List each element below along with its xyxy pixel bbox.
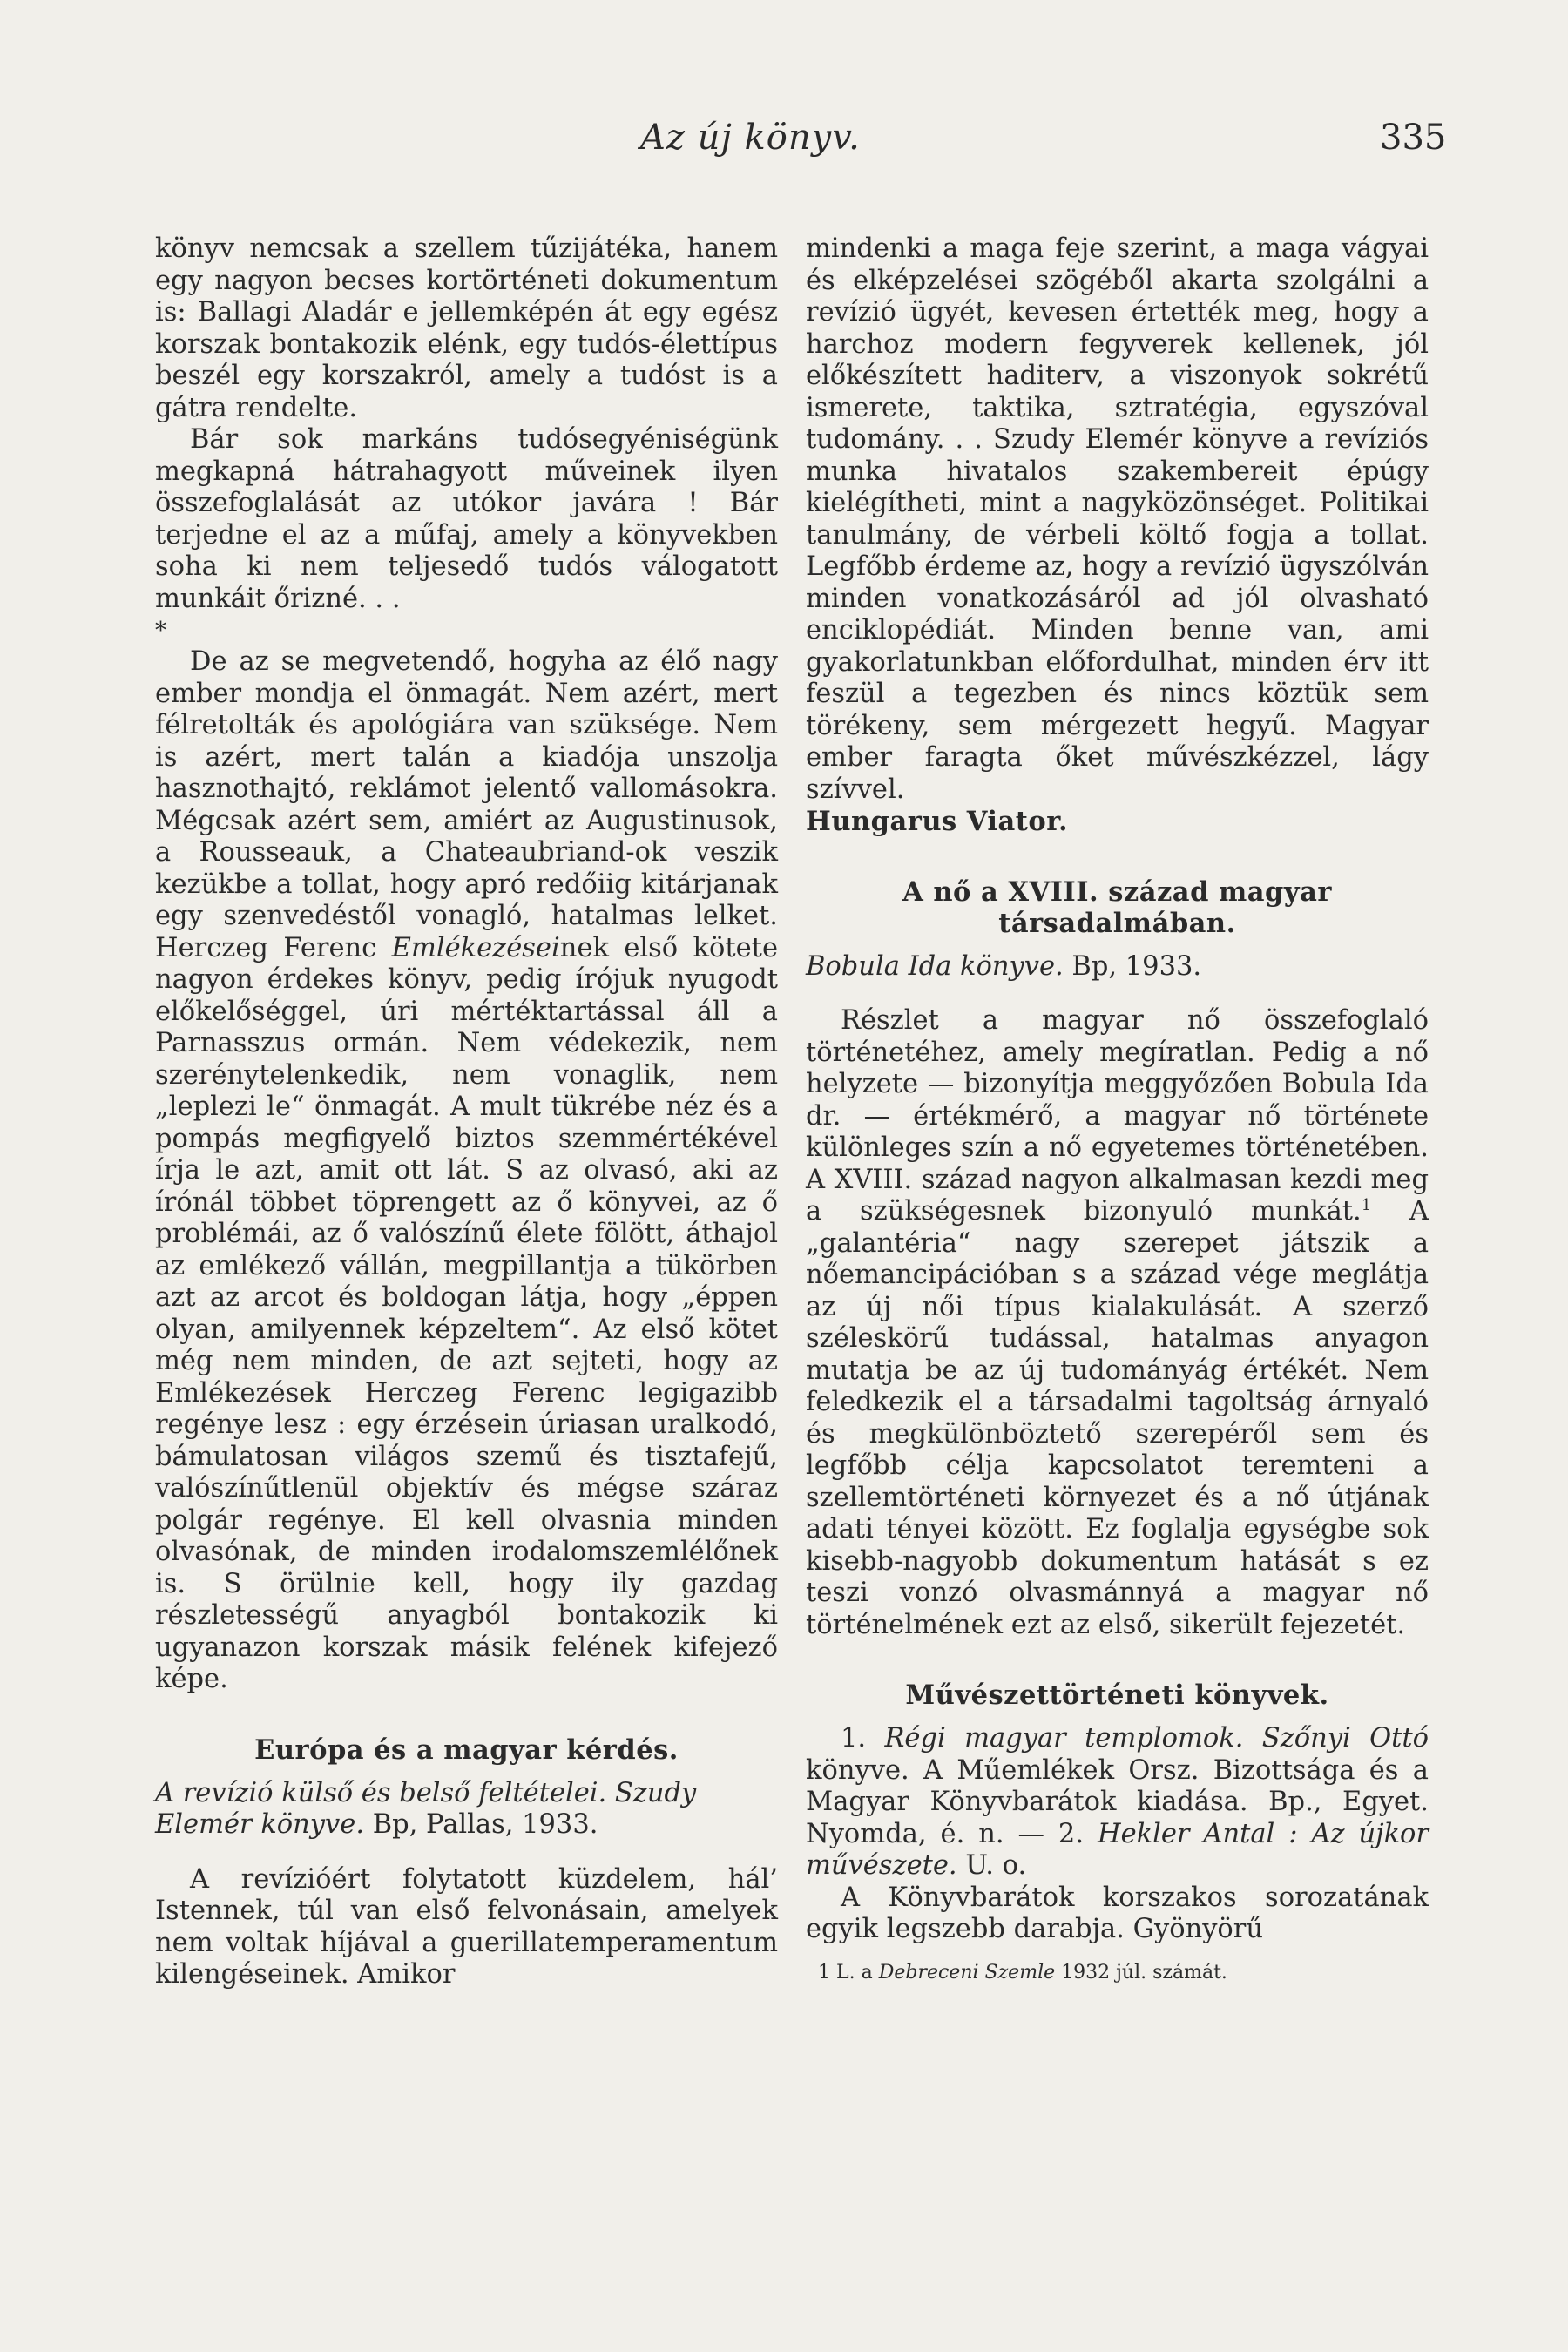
bibliography-title: Bobula Ida könyve. (806, 950, 1064, 982)
paragraph: A revízióért folytatott küzdelem, hál’ Istennek, túl van első felvonásain, amelyek nem voltak híjával a guerillatemperamentum kilengéseinek. Amikor (155, 1863, 778, 1990)
list-number: 1. (841, 1723, 885, 1754)
footnote-text: 1932 júl. számát. (1055, 1961, 1227, 1984)
book-title: Emlékezései (391, 932, 560, 963)
journal-title: Debreceni Szemle (878, 1961, 1056, 1984)
bibliography-title: A revízió külső és belső feltételei. Szudy Elemér könyve. (155, 1777, 697, 1840)
paragraph (806, 1723, 1429, 1882)
footnote (806, 1960, 1429, 1986)
bibliography-entry (806, 951, 1429, 983)
bibliography-imprint: Bp, Pallas, 1933. (364, 1809, 598, 1840)
bibliography-imprint: Bp, 1933. (1063, 950, 1202, 982)
paragraph-text: A „galantéria“ nagy szerepet játszik a nőemancipációban s a század vége meglátja az új női típus kialakulását. A szerző széleskörű tudással, hatalmas anyagon mutatja be az új tudományág értékét. Nem feledkezik el a társadalmi tagoltság árnyaló és megkülönböztető szerepéről sem és legfőbb célja kapcsolatot teremteni a szellemtörténeti környezet és a nő útjának adati tényei között. Ez foglalja egységbe sok kisebb-nagyobb dokumentum hatását s ez teszi vonzó olvasmánnyá a magyar nő történelmének ezt az első, sikerült fejezetét. (806, 1196, 1429, 1640)
footnote-text: L. a (830, 1961, 879, 1984)
paragraph-text: De az se megvetendő, hogyha az élő nagy ember mondja el önmagát. Nem azért, mert félretolták és apológiára van szüksége. Nem is azért, mert talán a kiadója unszolja hasznothajtó, reklámot jelentő vallomásokra. Mégcsak azért sem, amiért az Augustinusok, a Rousseauk, a Chateaubriand-ok veszik kezükbe a tollat, hogy apró redőiig kitárjanak egy szenvedéstől vonagló, hatalmas lelket. Herczeg Ferenc (155, 646, 778, 963)
paragraph: Bár sok markáns tudósegyéniségünk megkapná hátrahagyott műveinek ilyen összefoglalását az utókor javára ! Bár terjedne el az a műfaj, amely a könyvekben soha ki nem teljesedő tudós válogatott munkáit őrizné. . . (155, 424, 778, 614)
page-number: 335 (1380, 118, 1447, 158)
book-title: Hekler Antal : Az újkor művészete. (806, 1818, 1429, 1881)
section-heading-muveszettorteneti: Művészettörténeti könyvek. (905, 1680, 1329, 1711)
paragraph-text: könyve. A Műemlékek Orsz. Bizottsága és a Magyar Könyvbarátok kiadása. Bp., Egyet. Nyomda, é. n. — 2. (806, 1754, 1429, 1849)
paragraph-text: Részlet a magyar nő összefoglaló történetéhez, amely megíratlan. Pedig a nő helyzete — bizonyítja meggyőzően Bobula Ida dr. — értékmérő, a magyar nő története különleges szín a nő egyetemes történetében. A XVIII. század nagyon alkalmasan kezdi meg a szükségesnek bizonyuló munkát. (806, 1005, 1429, 1227)
paragraph: A Könyvbarátok korszakos sorozatának egyik legszebb darabja. Gyönyörű (806, 1882, 1429, 1944)
paragraph (806, 1005, 1429, 1641)
footnote-marker: 1 (1361, 1195, 1372, 1214)
book-title: Régi magyar templomok. Szőnyi Ottó (884, 1723, 1429, 1754)
paragraph-text: nek első kötete nagyon érdekes könyv, pedig írójuk nyugodt előkelőséggel, úri mértéktartással áll a Parnasszus ormán. Nem védekezik, nem szerénytelenkedik, nem vonaglik, nem „leplezi le“ önmagát. A mult tükrébe néz és a pompás megfigyelő biztos szemmértékével írja le azt, amit ott lát. S az olvasó, aki az írónál többet töprengett az ő könyvei, az ő problémái, az ő valószínű élete fölött, áthajol az emlékező vállán, megpillantja a tükörben azt az arcot és boldogan látja, hogy „éppen olyan, amilyennek képzeltem“. Az első kötet még nem minden, de azt sejteti, hogy az Emlékezések Herczeg Ferenc legigazibb regénye lesz : egy érzésein úriasan uralkodó, bámulatosan világos szemű és tisztafejű, valószínűtlenül objektív és mégse száraz polgár regénye. El kell olvasnia minden olvasónak, de minden irodalomszemlélőnek is. S örülnie kell, hogy ily gazdag részletességű anyagból bontakozik ki ugyanazon korszak másik felének kifejező képe. (155, 932, 778, 1694)
paragraph: könyv nemcsak a szellem tűzijátéka, hanem egy nagyon becses kortörténeti dokumentum is: Ballagi Aladár e jellemképén át egy egész korszak bontakozik elénk, egy tudós-élettípus beszél egy korszakról, amely a tudóst is a gátra rendelte. (155, 233, 778, 423)
left-column (155, 233, 778, 1991)
section-star-divider: * (155, 618, 166, 644)
running-head (0, 118, 1568, 161)
footnote-number: 1 (818, 1961, 830, 1984)
section-heading-no: A nő a XVIII. század magyar társadalmában. (902, 875, 1332, 939)
running-head-title: Az új könyv. (640, 118, 861, 158)
paragraph (155, 646, 778, 1696)
section-heading-europa: Európa és a magyar kérdés. (254, 1734, 679, 1766)
paragraph-text: U. o. (956, 1850, 1027, 1881)
paragraph: mindenki a maga feje szerint, a maga vágyai és elképzelései szögéből akarta szolgálni a revízió ügyét, kevesen értették meg, hogy a harchoz modern fegyverek kellenek, jól előkészített haditerv, a viszonyok sokrétű ismerete, taktika, sztratégia, egyszóval tudomány. . . Szudy Elemér könyve a revíziós munka hivatalos szakembereit épúgy kielégítheti, mint a nagyközönséget. Politikai tanulmány, de vérbeli költő fogja a tollat. Legfőbb érdeme az, hogy a revízió ügyszólván minden vonatkozásáról ad jól olvasható enciklopédiát. Minden benne van, ami gyakorlatunkban előfordulhat, minden érv itt feszül a tegezben és nincs köztük sem törékeny, sem mérgezett hegyű. Magyar ember faragta őket művészkézzel, lágy szívvel. (806, 233, 1429, 805)
bibliography-entry (155, 1778, 778, 1842)
author-signature: Hungarus Viator. (806, 806, 1069, 837)
right-column (806, 233, 1429, 1986)
